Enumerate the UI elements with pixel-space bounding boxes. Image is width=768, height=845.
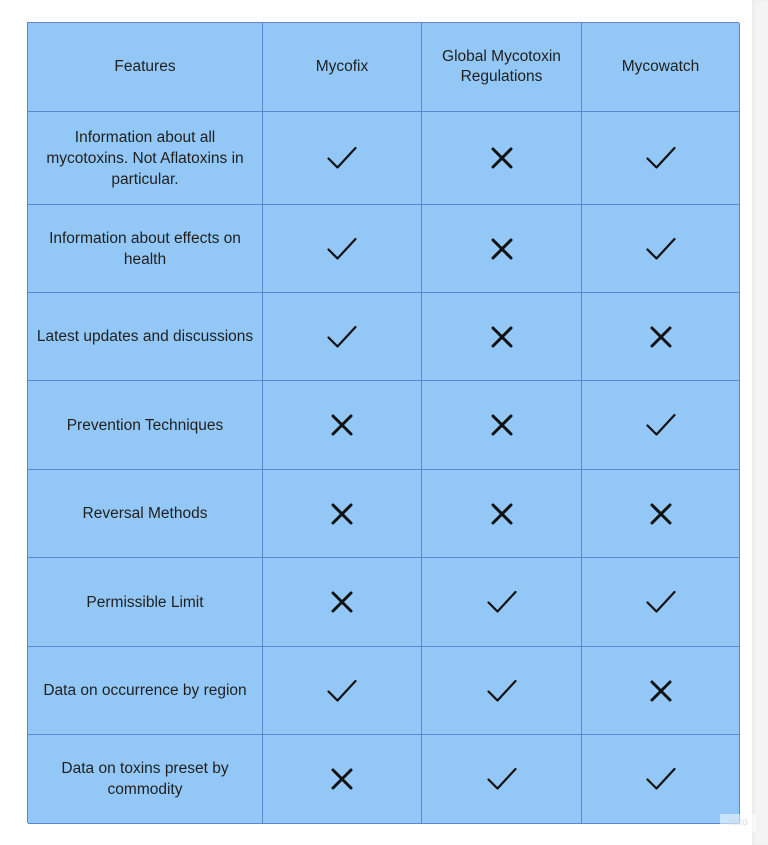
header-global-mycotoxin-regulations: Global Mycotoxin Regulations <box>422 23 582 112</box>
feature-label: Permissible Limit <box>28 558 263 647</box>
cross-icon <box>650 326 672 348</box>
cross-icon <box>650 680 672 702</box>
cross-icon <box>491 147 513 169</box>
cell-mycowatch <box>582 112 740 205</box>
feature-label: Latest updates and discussions <box>28 293 263 381</box>
check-icon <box>327 237 357 261</box>
feature-label: Information about all mycotoxins. Not Aflatoxins in particular. <box>28 112 263 205</box>
cell-global-mycotoxin-regulations <box>422 558 582 647</box>
cross-icon <box>331 414 353 436</box>
feature-label: Prevention Techniques <box>28 381 263 470</box>
check-icon <box>487 679 517 703</box>
cell-mycofix <box>263 470 422 558</box>
check-icon <box>646 767 676 791</box>
cross-icon <box>491 503 513 525</box>
check-icon <box>646 146 676 170</box>
comparison-table <box>27 22 739 823</box>
cross-icon <box>650 503 672 525</box>
check-icon <box>487 590 517 614</box>
cell-mycowatch <box>582 735 740 824</box>
cross-icon <box>491 238 513 260</box>
right-panel-edge <box>752 0 768 845</box>
cell-mycofix <box>263 205 422 293</box>
cell-mycowatch <box>582 293 740 381</box>
cell-mycowatch <box>582 205 740 293</box>
cell-global-mycotoxin-regulations <box>422 381 582 470</box>
cross-icon <box>331 591 353 613</box>
cross-icon <box>331 768 353 790</box>
feature-label: Reversal Methods <box>28 470 263 558</box>
cell-mycofix <box>263 112 422 205</box>
cell-global-mycotoxin-regulations <box>422 470 582 558</box>
check-icon <box>327 325 357 349</box>
miro-watermark: miro <box>720 814 756 832</box>
check-icon <box>646 237 676 261</box>
feature-label: Data on occurrence by region <box>28 647 263 735</box>
check-icon <box>327 146 357 170</box>
cell-mycofix <box>263 381 422 470</box>
cell-mycofix <box>263 558 422 647</box>
cell-global-mycotoxin-regulations <box>422 647 582 735</box>
cell-mycowatch <box>582 558 740 647</box>
cross-icon <box>331 503 353 525</box>
cell-mycofix <box>263 735 422 824</box>
cell-mycowatch <box>582 381 740 470</box>
cell-mycowatch <box>582 647 740 735</box>
check-icon <box>646 590 676 614</box>
cell-global-mycotoxin-regulations <box>422 293 582 381</box>
cross-icon <box>491 414 513 436</box>
header-features: Features <box>28 23 263 112</box>
cell-global-mycotoxin-regulations <box>422 735 582 824</box>
feature-label: Data on toxins preset by commodity <box>28 735 263 824</box>
check-icon <box>327 679 357 703</box>
cell-mycowatch <box>582 470 740 558</box>
cell-global-mycotoxin-regulations <box>422 205 582 293</box>
header-mycowatch: Mycowatch <box>582 23 740 112</box>
feature-label: Information about effects on health <box>28 205 263 293</box>
cell-global-mycotoxin-regulations <box>422 112 582 205</box>
check-icon <box>487 767 517 791</box>
cell-mycofix <box>263 647 422 735</box>
check-icon <box>646 413 676 437</box>
cross-icon <box>491 326 513 348</box>
header-mycofix: Mycofix <box>263 23 422 112</box>
cell-mycofix <box>263 293 422 381</box>
